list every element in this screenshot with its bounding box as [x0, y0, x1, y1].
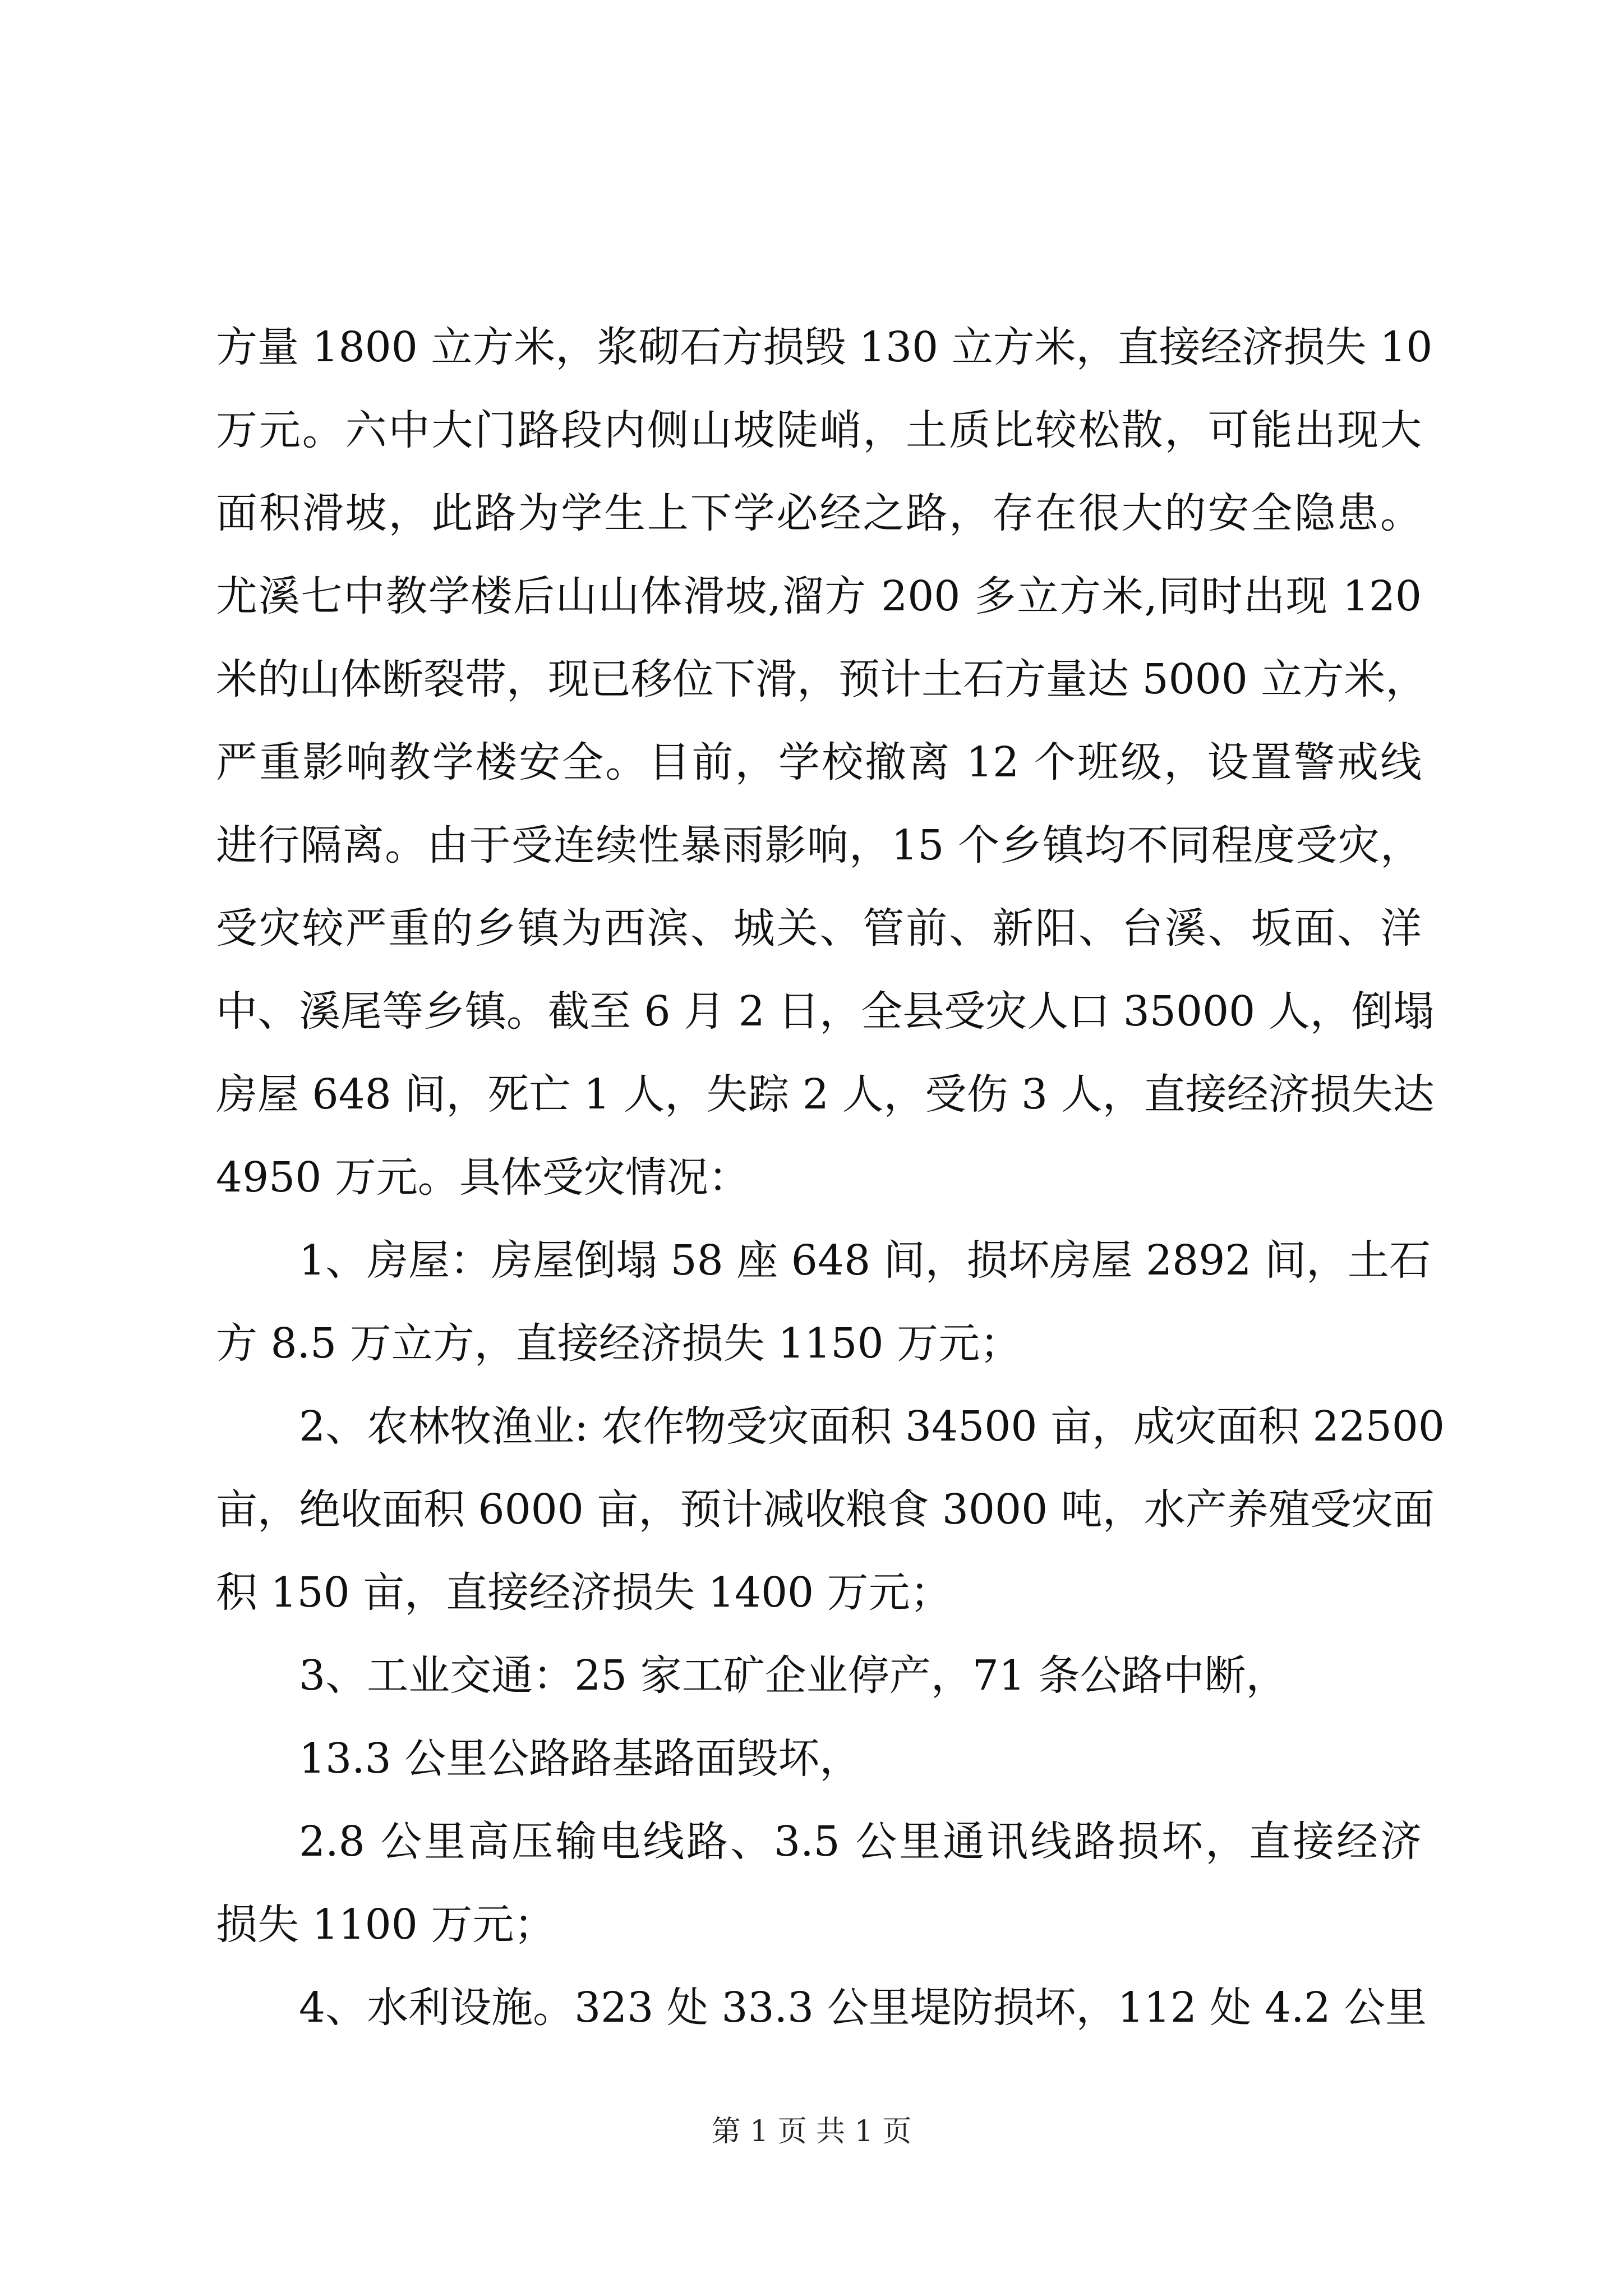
text-line: 万元。六中大门路段内侧山坡陡峭，土质比较松散，可能出现大	[216, 406, 1422, 454]
text-line: 亩，绝收面积 6000 亩，预计减收粮食 3000 吨，水产养殖受灾面	[216, 1485, 1435, 1534]
text-line: 4、水利设施。323 处 33.3 公里堤防损坏，112 处 4.2 公里	[299, 1984, 1427, 2032]
text-line: 13.3 公里公路路基路面毁坏，	[299, 1734, 861, 1783]
text-line: 方量 1800 立方米，浆砌石方损毁 130 立方米，直接经济损失 10	[216, 323, 1433, 371]
text-line: 积 150 亩，直接经济损失 1400 万元；	[216, 1568, 952, 1617]
text-line: 2.8 公里高压输电线路、3.5 公里通讯线路损坏，直接经济	[299, 1818, 1422, 1866]
text-line: 面积滑坡，此路为学生上下学必经之路，存在很大的安全隐患。	[216, 489, 1422, 537]
body-text	[216, 306, 1445, 2049]
text-line: 2、农林牧渔业: 农作物受灾面积 34500 亩，成灾面积 22500	[299, 1402, 1445, 1451]
text-line: 严重影响教学楼安全。目前，学校撤离 12 个班级，设置警戒线	[216, 738, 1422, 786]
text-line: 尤溪七中教学楼后山山体滑坡,溜方 200 多立方米,同时出现 120	[216, 572, 1422, 620]
text-line: 4950 万元。具体受灾情况：	[216, 1153, 750, 1202]
text-line: 受灾较严重的乡镇为西滨、城关、管前、新阳、台溪、坂面、洋	[216, 904, 1422, 953]
text-line: 损失 1100 万元；	[216, 1901, 556, 1949]
text-line: 1、房屋：房屋倒塌 58 座 648 间，损坏房屋 2892 间，土石	[299, 1236, 1431, 1285]
text-line: 中、溪尾等乡镇。截至 6 月 2 日，全县受灾人口 35000 人，倒塌	[216, 987, 1435, 1036]
text-line: 米的山体断裂带，现已移位下滑，预计土石方量达 5000 立方米，	[216, 655, 1427, 703]
text-line: 房屋 648 间，死亡 1 人，失踪 2 人，受伤 3 人，直接经济损失达	[216, 1070, 1435, 1119]
text-line: 方 8.5 万立方，直接经济损失 1150 万元；	[216, 1319, 1022, 1368]
text-line: 3、工业交通：25 家工矿企业停产，71 条公路中断，	[299, 1651, 1288, 1700]
text-line: 进行隔离。由于受连续性暴雨影响，15 个乡镇均不同程度受灾，	[216, 821, 1422, 869]
page-footer: 第 1 页 共 1 页	[711, 2115, 912, 2148]
